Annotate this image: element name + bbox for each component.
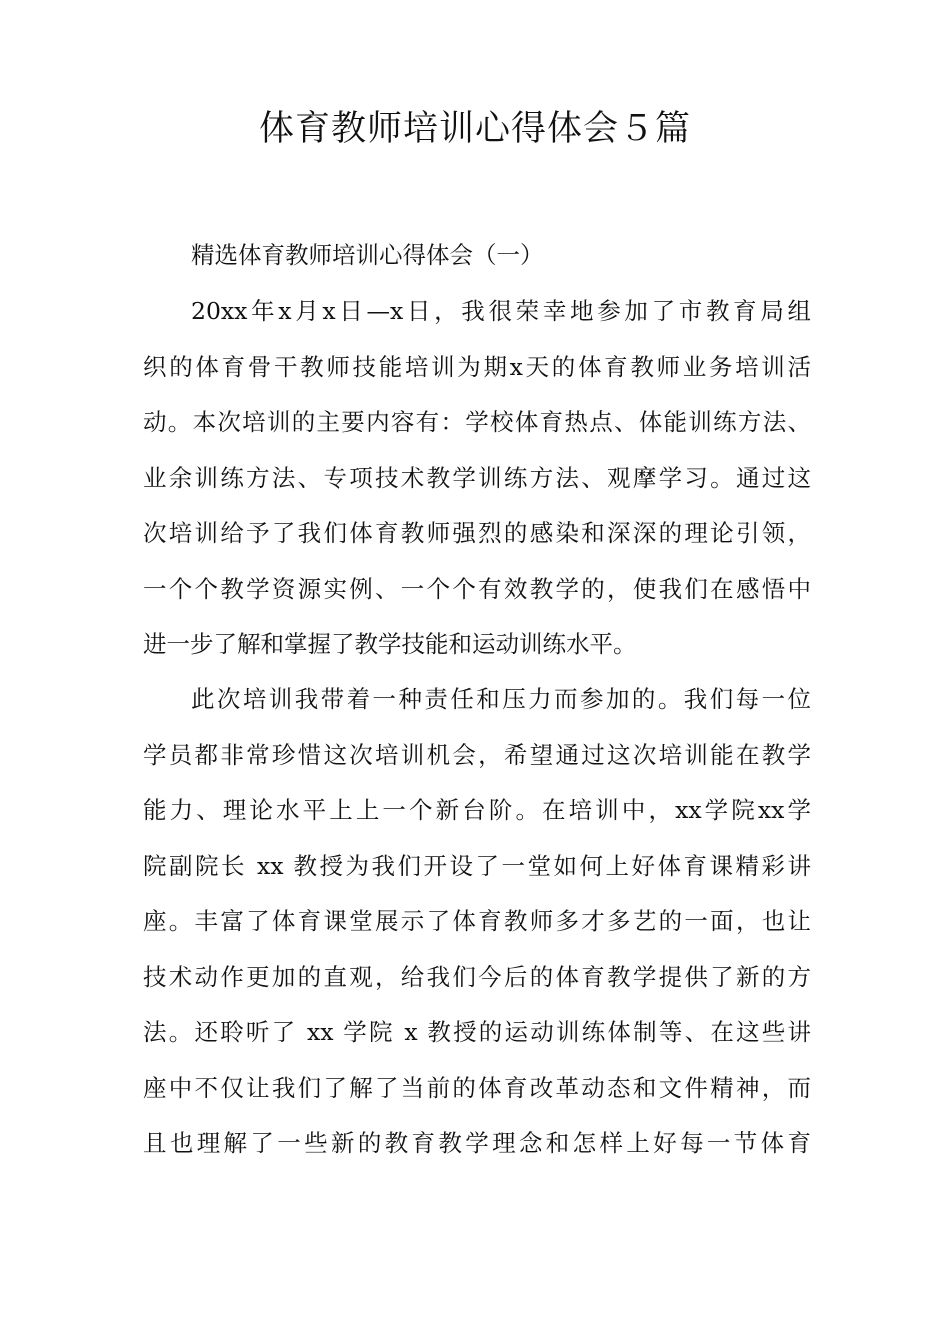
paragraph-line: 座。丰富了体育课堂展示了体育教师多才多艺的一面，也让	[143, 907, 811, 935]
paragraph-line: 法。还聆听了 xx 学院 x 教授的运动训练体制等、在这些讲	[143, 1018, 811, 1046]
paragraph-2	[143, 672, 811, 1172]
page-title: 体育教师培训心得体会５篇	[258, 109, 691, 149]
subtitle-text: 精选体育教师培训心得体会（一）	[191, 241, 544, 269]
paragraph-line: 次培训给予了我们体育教师强烈的感染和深深的理论引领，	[143, 519, 811, 547]
paragraph-line: 动。本次培训的主要内容有：学校体育热点、体能训练方法、	[143, 408, 811, 436]
paragraph-line: 业余训练方法、专项技术教学训练方法、观摩学习。通过这	[143, 463, 811, 492]
paragraph-line: 学员都非常珍惜这次培训机会，希望通过这次培训能在教学	[143, 740, 811, 769]
paragraph-line: 院副院长 xx 教授为我们开设了一堂如何上好体育课精彩讲	[143, 851, 811, 880]
paragraph-line: 20xx年x月x日—x日，我很荣幸地参加了市教育局组	[191, 297, 811, 325]
paragraph-line: 一个个教学资源实例、一个个有效教学的，使我们在感悟中	[143, 574, 811, 603]
paragraph-line: 能力、理论水平上上一个新台阶。在培训中，xx学院xx学	[143, 796, 811, 824]
paragraph-1	[143, 284, 811, 673]
paragraph-line: 织的体育骨干教师技能培训为期x天的体育教师业务培训活	[143, 352, 811, 381]
paragraph-line: 且也理解了一些新的教育教学理念和怎样上好每一节体育	[143, 1129, 811, 1157]
paragraph-line: 技术动作更加的直观，给我们今后的体育教学提供了新的方	[143, 962, 811, 991]
section-subtitle	[143, 228, 811, 284]
paragraph-line: 进一步了解和掌握了教学技能和运动训练水平。	[143, 630, 637, 658]
paragraph-line: 此次培训我带着一种责任和压力而参加的。我们每一位	[191, 685, 811, 713]
paragraph-line: 座中不仅让我们了解了当前的体育改革动态和文件精神，而	[143, 1073, 811, 1102]
